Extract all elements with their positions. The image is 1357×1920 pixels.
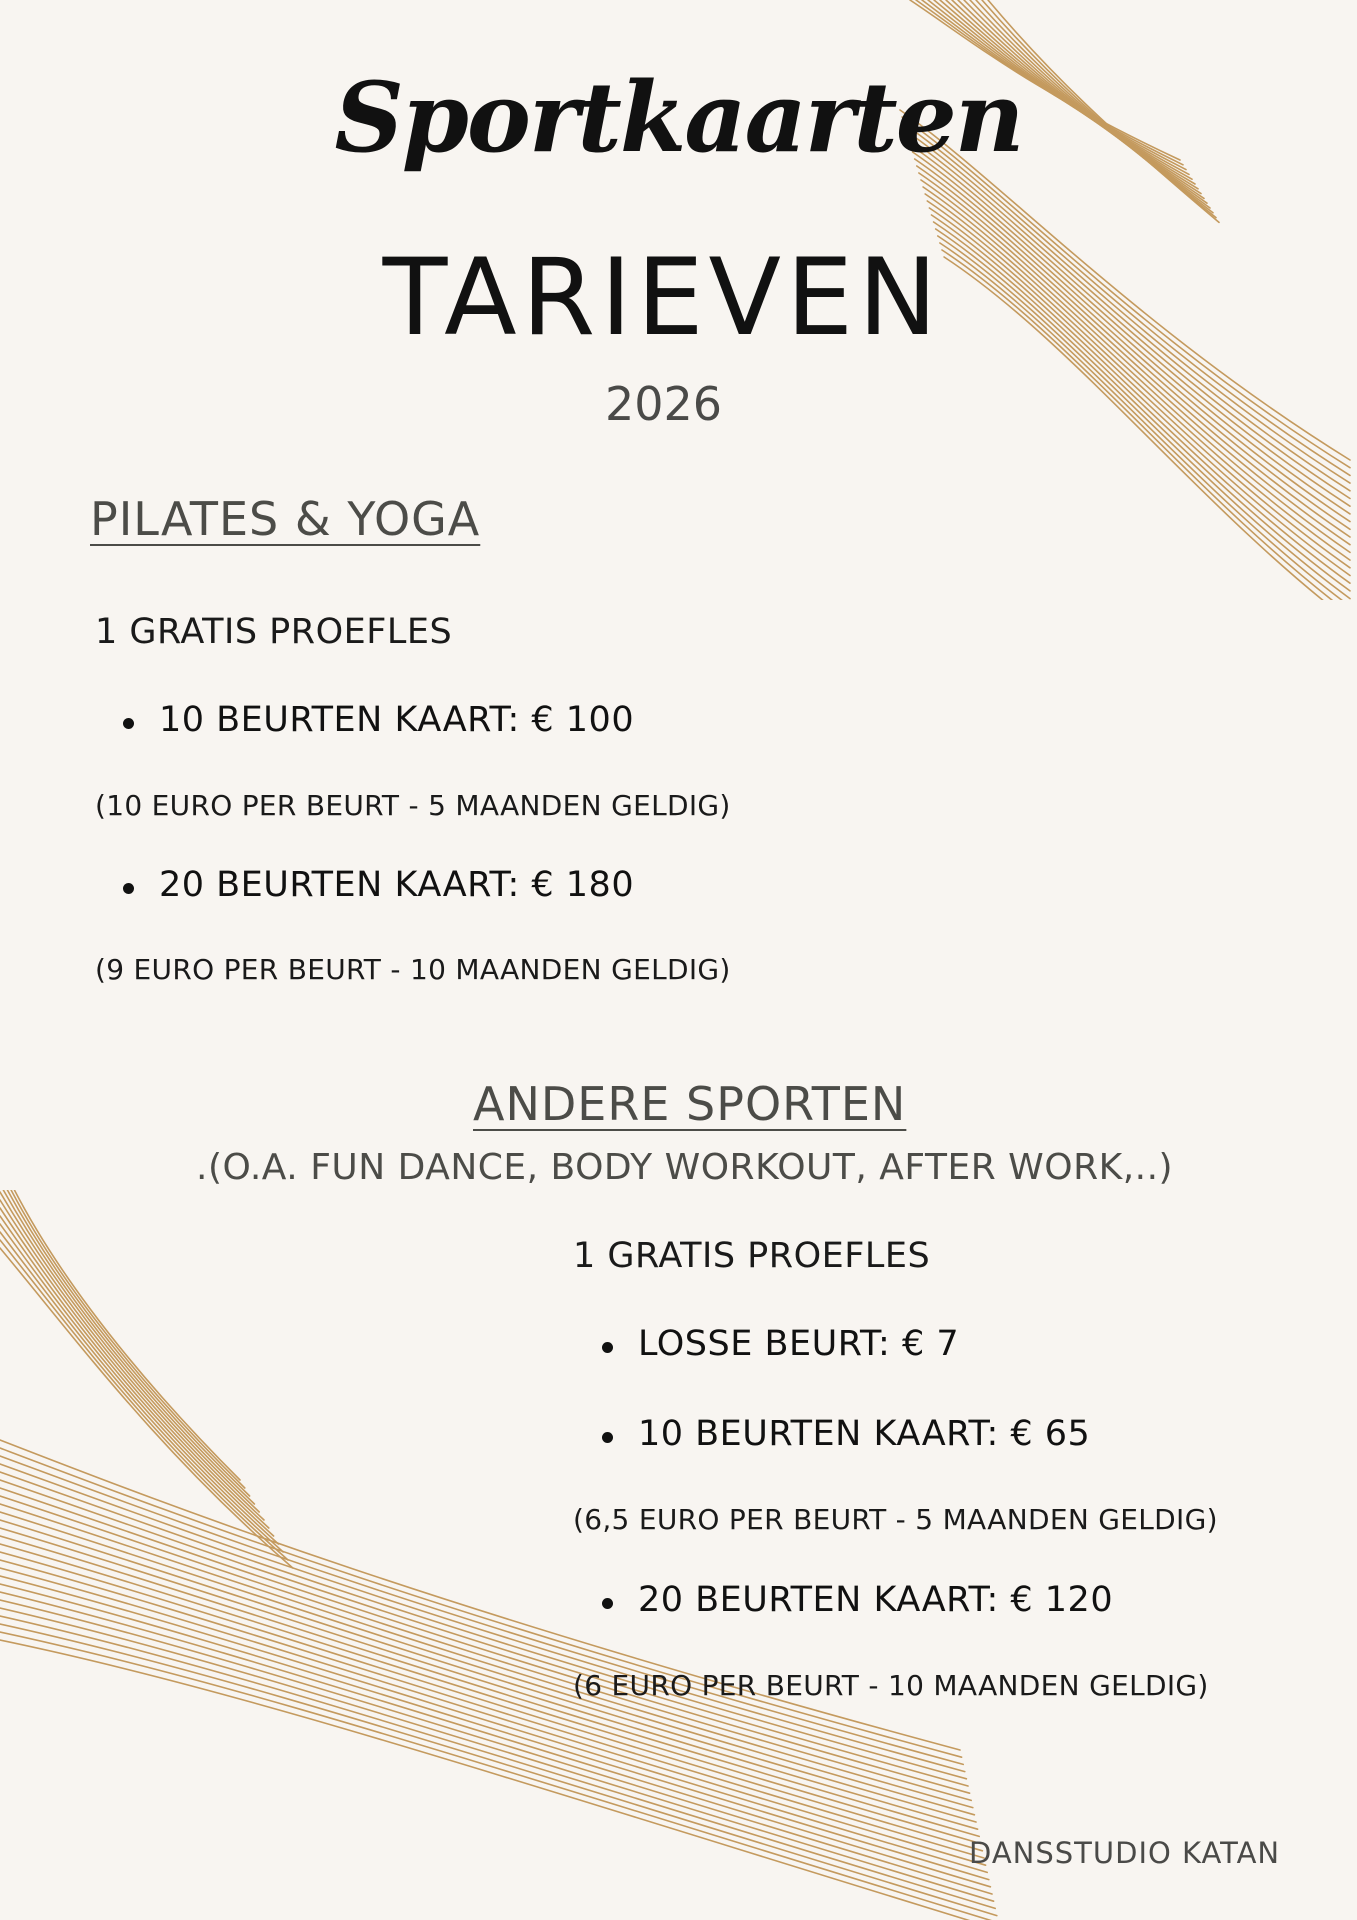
gold-line <box>0 1200 264 1520</box>
section-heading-other: ANDERE SPORTEN <box>473 1077 907 1131</box>
other-item-10: 10 BEURTEN KAART: € 65 <box>638 1414 1091 1454</box>
gold-line <box>0 1190 250 1496</box>
gold-line <box>0 1192 259 1512</box>
bullet-icon <box>602 1598 613 1609</box>
bullet-icon <box>123 883 134 894</box>
section-heading-pilates: PILATES & YOGA <box>90 492 481 546</box>
studio-name: DANSSTUDIO KATAN <box>969 1836 1281 1870</box>
other-trial: 1 GRATIS PROEFLES <box>573 1236 931 1276</box>
pilates-item-20-note: (9 EURO PER BEURT - 10 MAANDEN GELDIG) <box>95 953 731 986</box>
gold-line <box>0 1248 293 1568</box>
pilates-item-10: 10 BEURTEN KAART: € 100 <box>159 700 635 740</box>
gold-line <box>0 1208 269 1528</box>
gold-line <box>0 1608 994 1901</box>
gold-line <box>0 1616 995 1908</box>
gold-line <box>0 1190 245 1488</box>
gold-line <box>0 1216 274 1536</box>
bullet-icon <box>602 1432 613 1443</box>
gold-line <box>0 1224 278 1544</box>
page-title: TARIEVEN <box>382 236 943 359</box>
gold-line <box>0 1512 974 1815</box>
bullet-icon <box>123 718 134 729</box>
other-item-10-note: (6,5 EURO PER BEURT - 5 MAANDEN GELDIG) <box>573 1503 1218 1536</box>
gold-line <box>0 1190 254 1504</box>
year: 2026 <box>604 377 723 431</box>
gold-line <box>0 1496 971 1800</box>
gold-line <box>0 1190 240 1480</box>
other-item-single: LOSSE BEURT: € 7 <box>638 1324 960 1364</box>
gold-lines-decoration-bottom <box>0 1190 1000 1920</box>
pilates-item-10-note: (10 EURO PER BEURT - 5 MAANDEN GELDIG) <box>95 789 731 822</box>
script-title: Sportkaarten <box>334 61 1023 174</box>
gold-line <box>0 1600 992 1894</box>
pilates-item-20: 20 BEURTEN KAART: € 180 <box>159 865 635 905</box>
gold-line <box>0 1504 973 1808</box>
gold-line <box>0 1240 288 1560</box>
pilates-trial: 1 GRATIS PROEFLES <box>95 612 453 652</box>
gold-line <box>0 1592 990 1887</box>
other-item-20: 20 BEURTEN KAART: € 120 <box>638 1580 1114 1620</box>
gold-line <box>0 1584 989 1880</box>
gold-line <box>0 1624 997 1916</box>
bullet-icon <box>602 1342 613 1353</box>
gold-line <box>0 1232 283 1552</box>
gold-line <box>0 1576 987 1872</box>
gold-line <box>921 180 1350 537</box>
other-item-20-note: (6 EURO PER BEURT - 10 MAANDEN GELDIG) <box>573 1669 1209 1702</box>
other-sports-subtitle: .(O.A. FUN DANCE, BODY WORKOUT, AFTER WORK,..) <box>196 1147 1174 1188</box>
